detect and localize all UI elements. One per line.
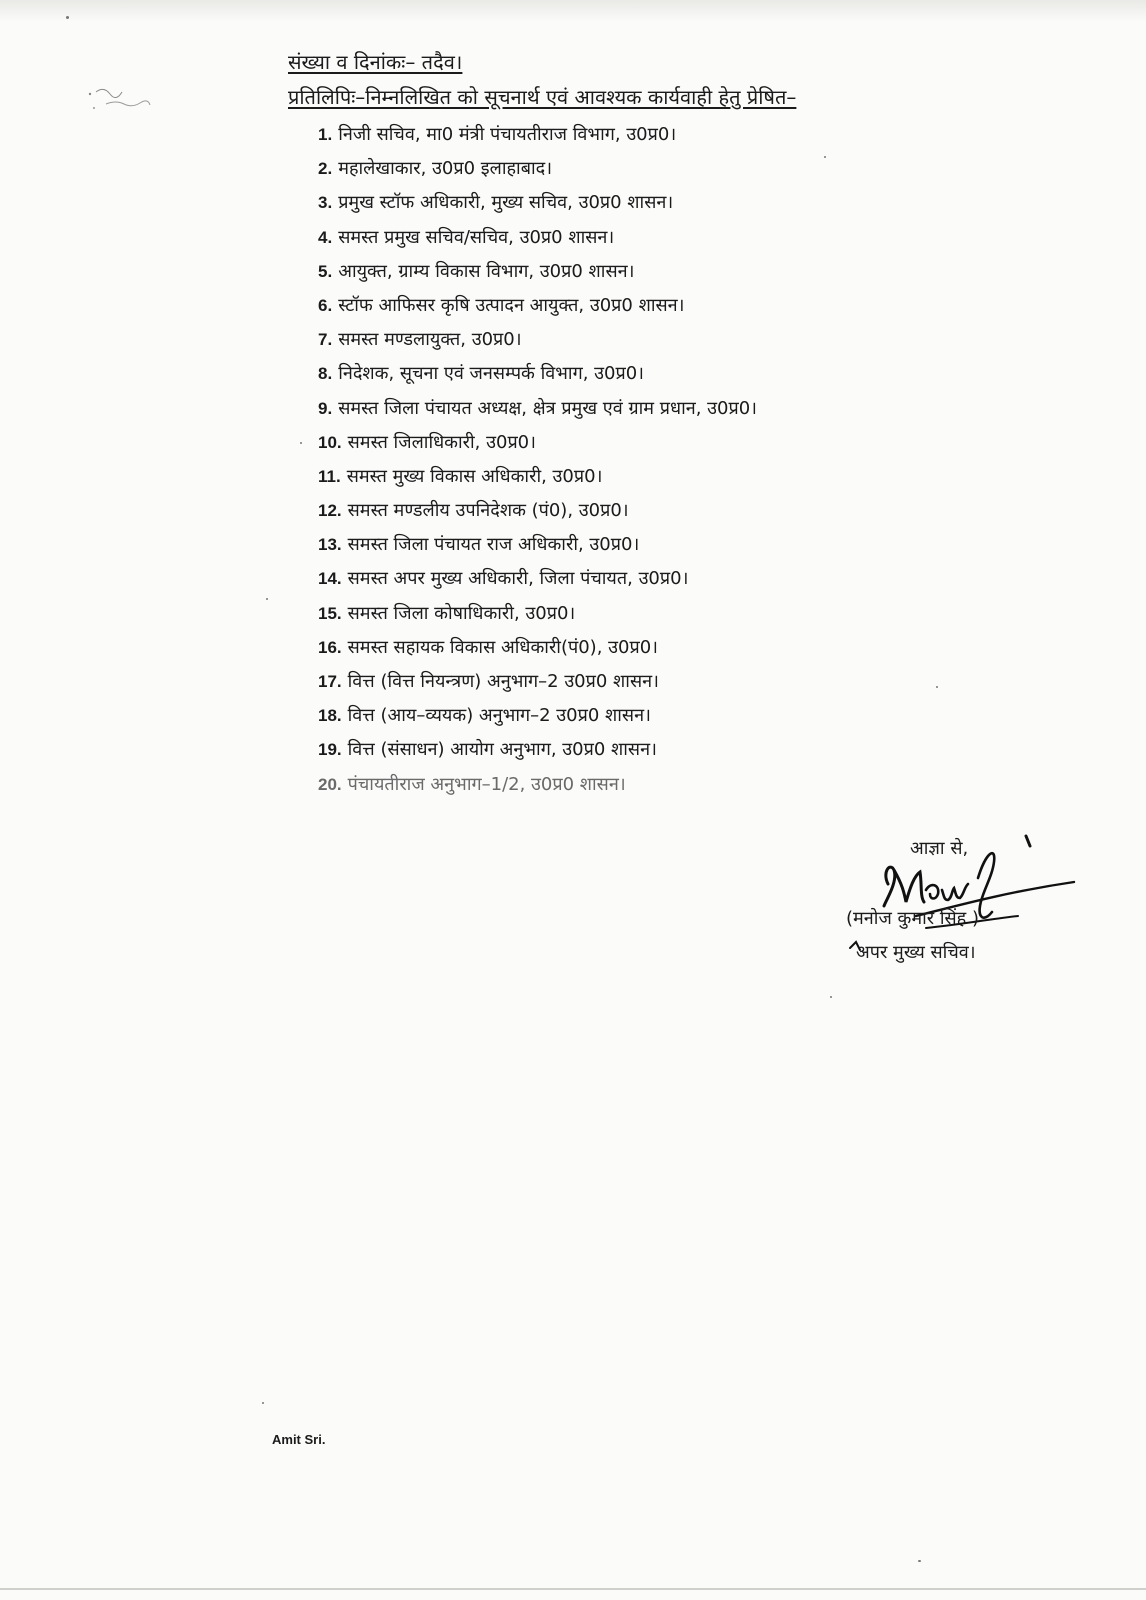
scan-speck xyxy=(830,996,832,998)
margin-scribble xyxy=(86,80,176,130)
list-item-text: समस्त मण्डलीय उपनिदेशक (पं0), उ0प्र0। xyxy=(347,500,629,522)
list-item-number: 4. xyxy=(318,227,333,247)
list-item-number: 9. xyxy=(318,398,333,418)
scan-edge-line xyxy=(0,1588,1146,1590)
list-item xyxy=(318,221,757,255)
list-item-text: आयुक्त, ग्राम्य विकास विभाग, उ0प्र0 शासन। xyxy=(338,260,635,282)
list-item xyxy=(318,255,757,289)
scan-speck xyxy=(300,442,302,444)
list-item-text: महालेखाकार, उ0प्र0 इलाहाबाद। xyxy=(338,158,553,180)
scan-speck xyxy=(66,16,69,19)
list-item-number: 18. xyxy=(318,706,342,726)
list-item xyxy=(318,494,757,528)
signer-designation: अपर मुख्य सचिव। xyxy=(856,942,976,963)
list-item-text: प्रमुख स्टॉफ अधिकारी, मुख्य सचिव, उ0प्र0 शासन। xyxy=(338,192,674,214)
list-item xyxy=(318,562,757,596)
list-item-text: निदेशक, सूचना एवं जनसम्पर्क विभाग, उ0प्र0। xyxy=(338,363,644,385)
list-item xyxy=(318,631,757,665)
signer-name: (मनोज कुमार सिंह ) xyxy=(846,908,979,929)
list-item-text: समस्त सहायक विकास अधिकारी(पं0), उ0प्र0। xyxy=(347,636,658,658)
list-item-text: समस्त मण्डलायुक्त, उ0प्र0। xyxy=(338,329,522,351)
scan-edge-shadow xyxy=(0,0,1146,22)
list-item xyxy=(318,597,757,631)
list-item-number: 2. xyxy=(318,159,333,179)
list-item xyxy=(318,528,757,562)
list-item xyxy=(318,392,757,426)
list-item-number: 10. xyxy=(318,432,342,452)
list-item-number: 14. xyxy=(318,569,342,589)
list-item-number: 12. xyxy=(318,501,342,521)
list-item-text: समस्त जिला पंचायत अध्यक्ष, क्षेत्र प्रमुख एवं ग्राम प्रधान, उ0प्र0। xyxy=(338,397,757,419)
scan-speck xyxy=(918,1560,921,1562)
list-item-number: 11. xyxy=(318,466,341,486)
list-item-text: निजी सचिव, मा0 मंत्री पंचायतीराज विभाग, उ0प्र0। xyxy=(338,124,677,145)
scan-speck xyxy=(936,686,938,688)
footer-initials: Amit Sri. xyxy=(272,1432,326,1447)
list-item-text: समस्त जिला पंचायत राज अधिकारी, उ0प्र0। xyxy=(347,534,640,556)
list-item-number: 5. xyxy=(318,261,333,281)
copy-distribution-heading: प्रतिलिपिः–निम्नलिखित को सूचनार्थ एवं आवश्यक कार्यवाही हेतु प्रेषित– xyxy=(288,85,797,109)
list-item xyxy=(318,118,757,152)
list-item-text: वित्त (वित्त नियन्त्रण) अनुभाग–2 उ0प्र0 शासन। xyxy=(347,671,659,692)
list-item xyxy=(318,460,757,494)
list-item-text: समस्त जिलाधिकारी, उ0प्र0। xyxy=(347,431,536,453)
list-item-text: समस्त अपर मुख्य अधिकारी, जिला पंचायत, उ0प्र0। xyxy=(347,568,689,590)
list-item-text: वित्त (संसाधन) आयोग अनुभाग, उ0प्र0 शासन। xyxy=(347,739,657,761)
list-item xyxy=(318,699,757,733)
list-item-number: 13. xyxy=(318,535,342,555)
scan-speck xyxy=(824,156,826,158)
scan-speck xyxy=(266,598,268,600)
list-item-text: स्टॉफ आफिसर कृषि उत्पादन आयुक्त, उ0प्र0 शासन। xyxy=(338,294,685,316)
list-item-number: 16. xyxy=(318,637,342,657)
list-item xyxy=(318,289,757,323)
list-item-number: 17. xyxy=(318,672,342,691)
order-text: आज्ञा से, xyxy=(910,838,969,859)
list-item-number: 15. xyxy=(318,603,342,623)
list-item xyxy=(318,733,757,767)
reference-line: संख्या व दिनांकः– तदैव। xyxy=(288,50,463,74)
list-item-text: समस्त प्रमुख सचिव/सचिव, उ0प्र0 शासन। xyxy=(338,226,615,248)
list-item-number: 8. xyxy=(318,364,333,384)
recipient-list xyxy=(318,118,757,802)
list-item-number: 1. xyxy=(318,125,333,144)
list-item-number: 3. xyxy=(318,193,333,213)
signature-block xyxy=(846,832,1076,972)
list-item xyxy=(318,152,757,186)
list-item-number: 19. xyxy=(318,740,342,760)
list-item-text: समस्त जिला कोषाधिकारी, उ0प्र0। xyxy=(347,602,576,624)
list-item xyxy=(318,665,757,699)
list-item xyxy=(318,323,757,357)
list-item-text: वित्त (आय–व्ययक) अनुभाग–2 उ0प्र0 शासन। xyxy=(347,705,651,727)
list-item-text: पंचायतीराज अनुभाग–1/2, उ0प्र0 शासन। xyxy=(347,773,626,795)
list-item-number: 20. xyxy=(318,774,342,794)
list-item xyxy=(318,357,757,391)
list-item-number: 6. xyxy=(318,295,333,315)
list-item xyxy=(318,768,757,802)
list-item-number: 7. xyxy=(318,330,333,350)
list-item-text: समस्त मुख्य विकास अधिकारी, उ0प्र0। xyxy=(346,465,603,487)
list-item xyxy=(318,186,757,220)
list-item xyxy=(318,426,757,460)
scan-speck xyxy=(262,1402,264,1404)
